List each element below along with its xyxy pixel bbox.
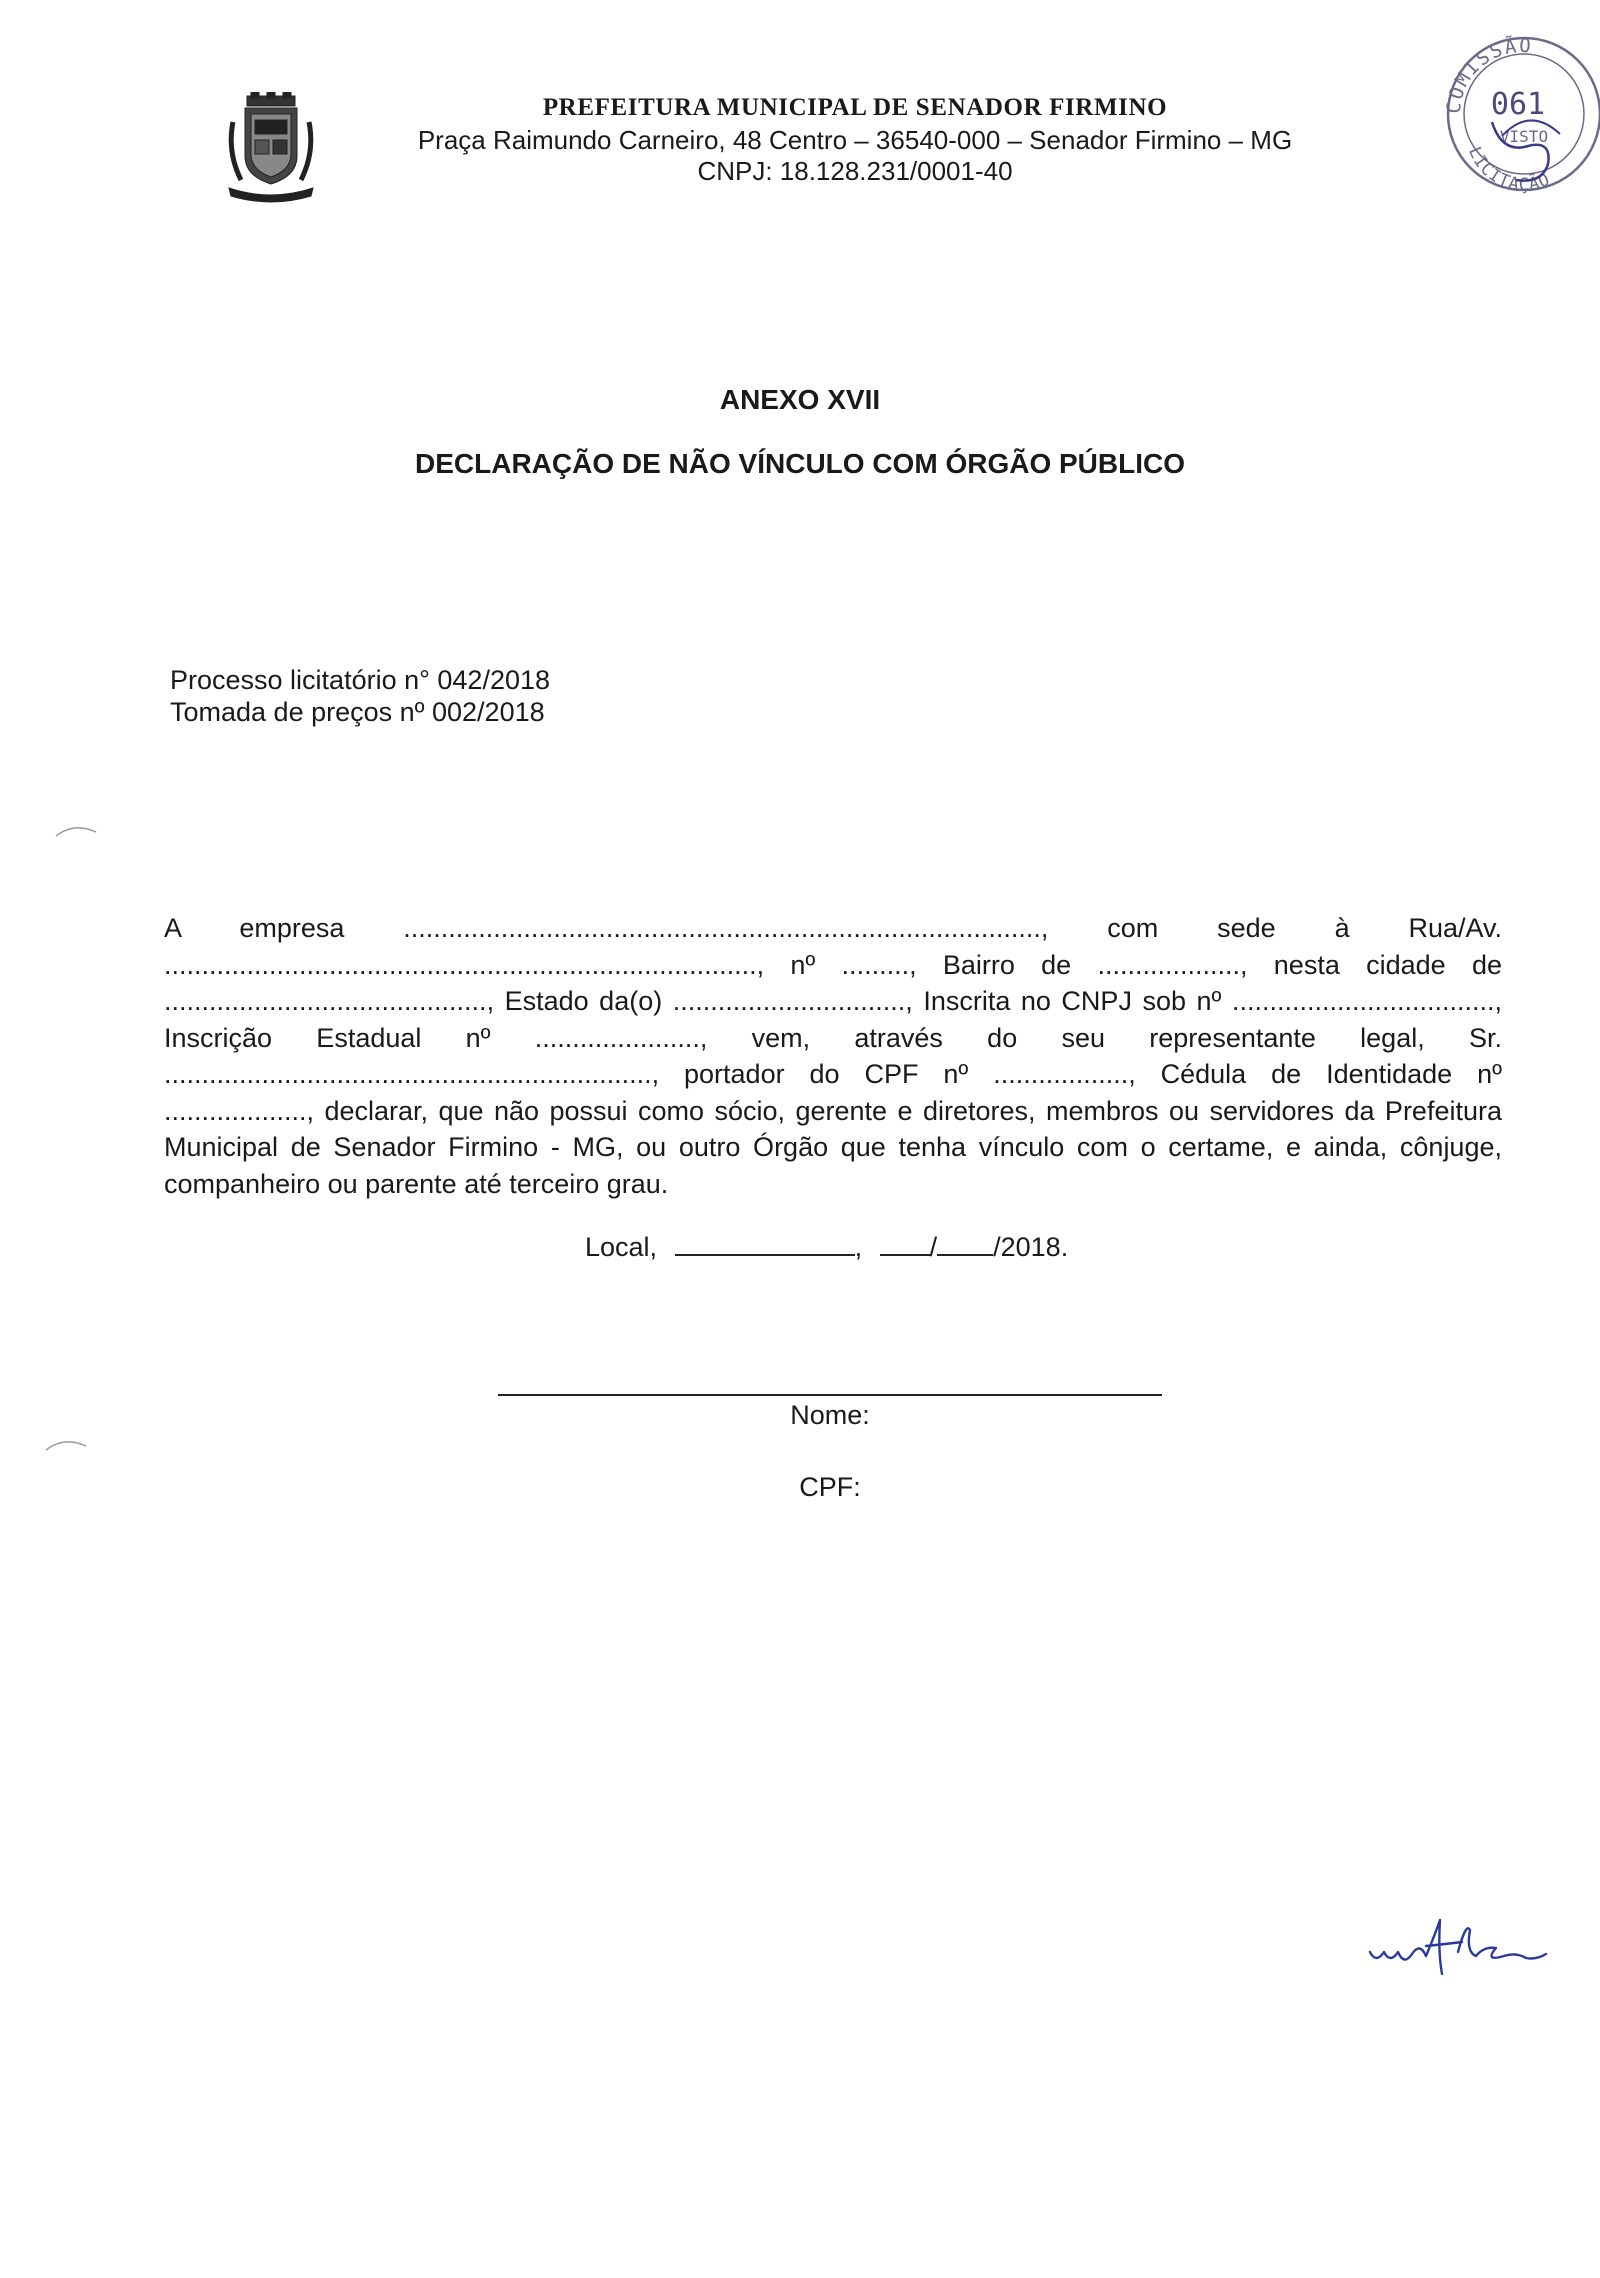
header-cnpj: CNPJ: 18.128.231/0001-40 xyxy=(697,156,1013,186)
declaration-body: A empresa ....................................................................................., com sede à Rua/Av. ..............................................................................., nº ........., Bairro de ..................., nesta cidade de ..........................................., Estado da(o) ..............................., Inscrita no CNPJ sob nº ..................................., Inscrição Estadual nº ......................, vem, através do seu representante legal, Sr. ................................................................., portador do CPF nº .................., Cédula de Identidade nº ..................., declarar, que não possui como sócio, gerente e diretores, membros ou servidores da Prefeitura Municipal de Senador Firmino - MG, ou outro Órgão que tenha vínculo com o certame, e ainda, cônjuge, companheiro ou parente até terceiro grau. xyxy=(164,913,1502,1199)
date-year: /2018. xyxy=(993,1232,1069,1262)
commission-stamp xyxy=(1432,14,1600,214)
date-comma: , xyxy=(854,1232,863,1262)
signature-line xyxy=(498,1394,1162,1396)
header-organization: PREFEITURA MUNICIPAL DE SENADOR FIRMINO xyxy=(542,94,1168,121)
scan-mark xyxy=(44,1434,88,1454)
date-line xyxy=(585,1232,1068,1263)
scan-mark xyxy=(54,820,98,840)
header-address: Praça Raimundo Carneiro, 48 Centro – 36540-000 – Senador Firmino – MG xyxy=(417,125,1293,155)
local-blank xyxy=(675,1232,855,1256)
cpf-label: CPF: xyxy=(799,1472,861,1502)
stamp-top-text: COMISSÃO xyxy=(1442,34,1534,115)
date-separator: / xyxy=(929,1232,938,1262)
process-number: Processo licitatório n° 042/2018 xyxy=(170,665,551,695)
svg-text:LICITAÇÃO xyxy=(1464,144,1553,195)
process-info xyxy=(170,664,550,728)
stamp-mid-text: VISTO xyxy=(1499,127,1549,146)
price-quotation-number: Tomada de preços nº 002/2018 xyxy=(170,697,545,727)
local-label: Local, xyxy=(585,1232,658,1262)
annex-title: ANEXO XVII xyxy=(719,384,881,415)
day-blank xyxy=(880,1232,930,1256)
stamp-number: 061 xyxy=(1490,87,1546,122)
handwritten-rubric-icon xyxy=(1366,1912,1556,1982)
month-blank xyxy=(937,1232,993,1256)
stamp-bottom-text: LICITAÇÃO xyxy=(1463,144,1554,196)
name-label: Nome: xyxy=(790,1400,870,1430)
declaration-title: DECLARAÇÃO DE NÃO VÍNCULO COM ÓRGÃO PÚBLICO xyxy=(415,448,1185,479)
